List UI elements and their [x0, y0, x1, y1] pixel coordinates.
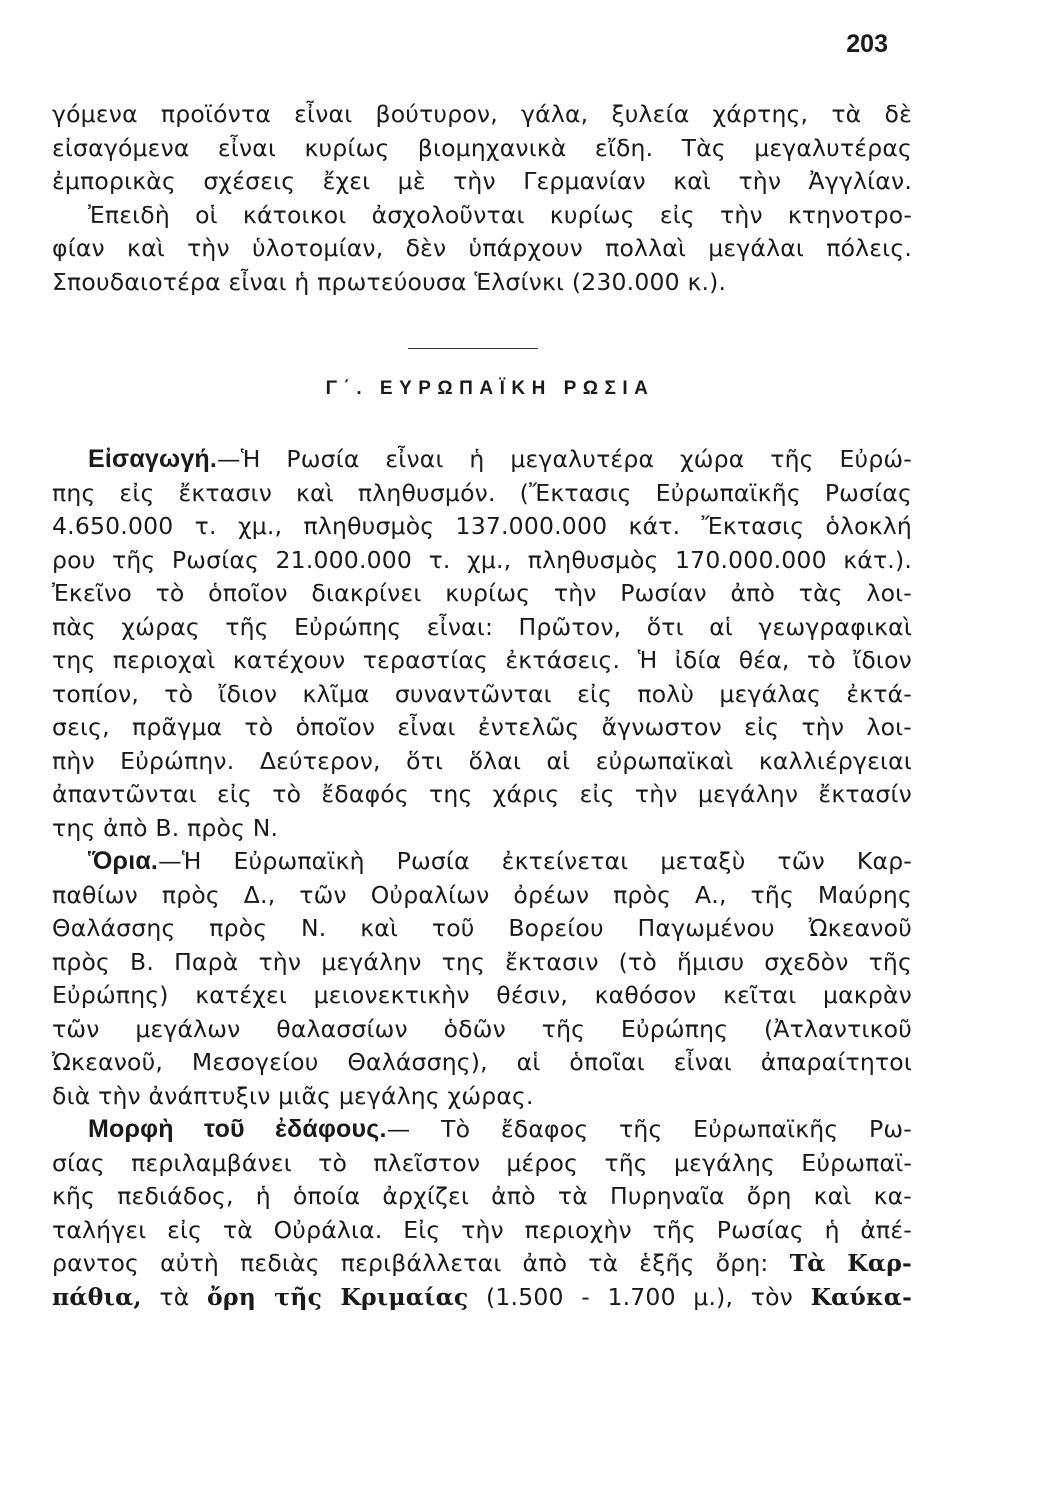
- text-line: Ὠκεανοῦ, Μεσογείου Θαλάσσης), αἱ ὁποῖαι εἶναι ἀπαραίτητοι: [52, 1048, 912, 1076]
- text-line: πὰς χώρας τῆς Εὐρώπης εἶναι: Πρῶτον, ὅτι αἱ γεωγραφικαὶ: [52, 612, 912, 641]
- place-carpathians: Τὰ Καρ-: [789, 1249, 912, 1277]
- introduction-heading: Εἰσαγωγή.: [88, 445, 218, 473]
- text-line: ταλήγει εἰς τὰ Οὐράλια. Εἰς τὴν περιοχὴν τῆς Ρωσίας ἡ ἀπέ-: [52, 1215, 912, 1244]
- text-line: κῆς πεδιάδος, ἡ ὁποία ἀρχίζει ἀπὸ τὰ Πυρηναῖα ὄρη καὶ κα-: [52, 1182, 912, 1210]
- text-run: (1.500 - 1.700 μ.), τὸν: [486, 1282, 793, 1311]
- relief-heading: Μορφὴ τοῦ ἐδάφους.: [88, 1115, 387, 1143]
- place-carpathians: πάθια,: [52, 1282, 142, 1311]
- text-line: της ἀπὸ Β. πρὸς Ν.: [52, 813, 279, 842]
- text-line: της περιοχαὶ κατέχουν τεραστίας ἐκτάσεις. Ἡ ἰδία θέα, τὸ ἴδιον: [52, 646, 912, 674]
- text-line: Ἐκεῖνο τὸ ὁποῖον διακρίνει κυρίως τὴν Ρωσίαν ἀπὸ τὰς λοι-: [52, 579, 912, 607]
- place-caucasus: Καύκα-: [810, 1282, 913, 1311]
- borders-heading: Ὅρια.: [88, 847, 159, 875]
- text-line: Σπουδαιοτέρα εἶναι ἡ πρωτεύουσα Ἑλσίνκι (230.000 κ.).: [52, 267, 727, 296]
- text-line: ἀπαντῶνται εἰς τὸ ἔδαφός της χάρις εἰς τὴν μεγάλην ἔκτασίν: [52, 780, 912, 808]
- text-line: ἐμπορικὰς σχέσεις ἔχει μὲ τὴν Γερμανίαν καὶ τὴν Ἀγγλίαν.: [52, 167, 912, 195]
- section-divider: [408, 348, 538, 349]
- text-line: Ἐπειδὴ οἱ κάτοικοι ἀσχολοῦνται κυρίως εἰς τὴν κτηνοτρο-: [88, 200, 912, 229]
- intro-paragraph: [52, 98, 912, 299]
- introduction-first-line: [52, 443, 912, 477]
- text-run: —Ἡ Εὐρωπαϊκὴ Ρωσία ἐκτείνεται μεταξὺ τῶν Καρ-: [158, 847, 912, 875]
- text-line: διὰ τὴν ἀνάπτυξιν μιᾶς μεγάλης χώρας.: [52, 1081, 534, 1110]
- text-line: πὴν Εὐρώπην. Δεύτερον, ὅτι ὅλαι αἱ εὐρωπαϊκαὶ καλλιέργειαι: [52, 746, 912, 775]
- text-line: σίας περιλαμβάνει τὸ πλεῖστον μέρος τῆς μεγάλης Εὐρωπαϊ-: [52, 1148, 912, 1177]
- text-run: ραντος αὐτὴ πεδιὰς περιβάλλεται ἀπὸ τὰ ἑξῆς ὄρη:: [52, 1249, 769, 1277]
- text-line: παθίων πρὸς Δ., τῶν Οὐραλίων ὀρέων πρὸς Α., τῆς Μαύρης: [52, 880, 912, 909]
- main-text: [52, 443, 912, 1314]
- text-line: ρου τῆς Ρωσίας 21.000.000 τ. χμ., πληθυσμὸς 170.000.000 κάτ.).: [52, 545, 912, 574]
- text-line: πης εἰς ἔκτασιν καὶ πληθυσμόν. (Ἔκτασις Εὐρωπαϊκῆς Ρωσίας: [52, 478, 912, 507]
- text-line: [52, 1247, 912, 1281]
- text-line: τῶν μεγάλων θαλασσίων ὁδῶν τῆς Εὐρώπης (Ἀτλαντικοῦ: [52, 1014, 912, 1043]
- text-run: —Ἡ Ρωσία εἶναι ἡ μεγαλυτέρα χώρα τῆς Εὐρώ-: [217, 445, 912, 473]
- text-line: φίαν καὶ τὴν ὑλοτομίαν, δὲν ὑπάρχουν πολλαὶ μεγάλαι πόλεις.: [52, 234, 912, 262]
- text-line: [52, 1281, 912, 1315]
- place-crimean-mountains: ὄρη τῆς Κριμαίας: [207, 1282, 469, 1311]
- page-number: 203: [846, 30, 888, 58]
- borders-first-line: [52, 845, 912, 879]
- text-line: 4.650.000 τ. χμ., πληθυσμὸς 137.000.000 κάτ. Ἔκτασις ὁλοκλή: [52, 512, 912, 540]
- text-line: γόμενα προϊόντα εἶναι βούτυρον, γάλα, ξυλεία χάρτης, τὰ δὲ: [52, 100, 912, 128]
- section-heading: Γ΄. ΕΥΡΩΠΑΪΚΗ ΡΩΣΙΑ: [325, 378, 655, 399]
- text-line: πρὸς Β. Παρὰ τὴν μεγάλην της ἔκτασιν (τὸ ἥμισυ σχεδὸν τῆς: [52, 947, 912, 976]
- text-line: εἰσαγόμενα εἶναι κυρίως βιομηχανικὰ εἴδη. Τὰς μεγαλυτέρας: [52, 133, 912, 162]
- text-line: Θαλάσσης πρὸς Ν. καὶ τοῦ Βορείου Παγωμένου Ὠκεανοῦ: [52, 914, 912, 942]
- text-line: Εὐρώπης) κατέχει μειονεκτικὴν θέσιν, καθόσον κεῖται μακρὰν: [52, 981, 912, 1009]
- text-run: — Τὸ ἔδαφος τῆς Εὐρωπαϊκῆς Ρω-: [386, 1115, 912, 1143]
- relief-first-line: [52, 1113, 912, 1147]
- text-line: τοπίον, τὸ ἴδιον κλῖμα συναντῶνται εἰς πολὺ μεγάλας ἐκτά-: [52, 679, 912, 708]
- text-run: τὰ: [159, 1282, 190, 1311]
- text-line: σεις, πρᾶγμα τὸ ὁποῖον εἶναι ἐντελῶς ἄγνωστον εἰς τὴν λοι-: [52, 713, 912, 741]
